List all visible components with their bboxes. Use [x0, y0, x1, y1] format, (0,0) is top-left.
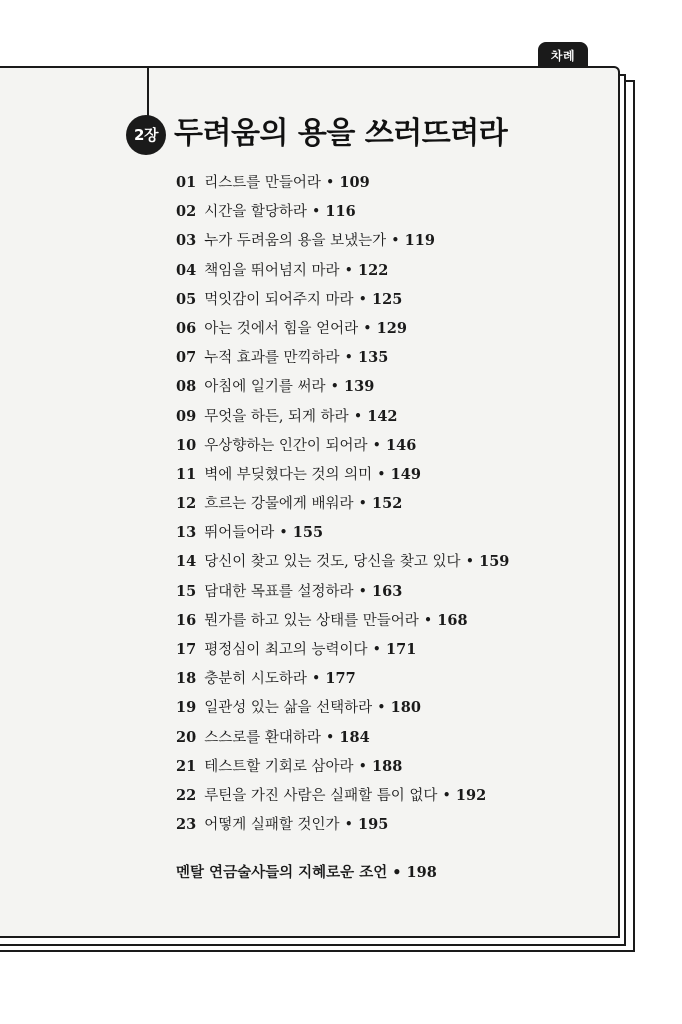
- toc-item-page: 116: [325, 203, 356, 221]
- toc-item-page: 152: [372, 495, 403, 513]
- toc-item-page: 171: [386, 641, 417, 658]
- toc-item-number: 04: [176, 261, 197, 279]
- toc-item-title: 우상향하는 인간이 되어라: [204, 437, 368, 454]
- toc-item-page: 109: [339, 174, 370, 191]
- toc-item-page: 139: [344, 378, 375, 396]
- toc-item-number: 22: [176, 786, 197, 804]
- toc-item[interactable]: [176, 172, 509, 201]
- toc-item-page: 180: [390, 699, 421, 717]
- toc-item-page: 188: [372, 757, 403, 775]
- toc-item-title: 뭔가를 하고 있는 상태를 만들어라: [204, 612, 419, 629]
- toc-separator: •: [353, 408, 363, 425]
- toc-item-number: 05: [176, 290, 197, 308]
- toc-item[interactable]: [176, 406, 509, 435]
- toc-item[interactable]: [176, 756, 509, 785]
- toc-item-number: 19: [176, 699, 197, 717]
- toc-item-number: 17: [176, 641, 197, 658]
- toc-item-page: 195: [358, 816, 389, 834]
- toc-tab: [538, 42, 588, 68]
- toc-final-page: 198: [406, 864, 437, 881]
- toc-item-number: 16: [176, 611, 197, 629]
- toc-separator: •: [344, 350, 354, 367]
- toc-item[interactable]: [176, 464, 509, 493]
- toc-item-page: 184: [339, 728, 370, 746]
- toc-item-number: 06: [176, 319, 197, 337]
- toc-separator: •: [358, 291, 368, 308]
- toc-item[interactable]: [176, 230, 509, 259]
- toc-item-page: 135: [358, 349, 389, 367]
- toc-separator: •: [392, 864, 402, 881]
- toc-separator: •: [442, 787, 451, 804]
- chapter-badge: 2장: [126, 115, 166, 155]
- toc-item-number: 02: [176, 203, 197, 221]
- toc-item-page: 125: [372, 290, 403, 308]
- toc-item-title: 당신이 찾고 있는 것도, 당신을 찾고 있다: [204, 554, 461, 571]
- toc-item-number: 11: [176, 465, 197, 483]
- toc-item-title: 무엇을 하든, 되게 하라: [204, 408, 349, 425]
- toc-tab-label: 차례: [550, 49, 576, 63]
- toc-separator: •: [279, 525, 288, 542]
- toc-item-page: 122: [358, 261, 389, 279]
- toc-item-number: 12: [176, 495, 197, 513]
- toc-separator: •: [344, 262, 354, 279]
- toc-separator: •: [391, 233, 400, 250]
- toc-item-title: 루틴을 가진 사람은 실패할 틈이 없다: [204, 787, 438, 804]
- toc-item[interactable]: [176, 639, 509, 668]
- toc-item-page: 149: [390, 465, 421, 483]
- toc-separator: •: [344, 817, 354, 834]
- toc-item-title: 책임을 뛰어넘지 마라: [204, 262, 340, 279]
- toc-separator: •: [311, 204, 321, 221]
- toc-item-number: 13: [176, 524, 197, 542]
- toc-item-title: 테스트할 기회로 삼아라: [204, 758, 354, 775]
- toc-item-number: 09: [176, 407, 197, 425]
- toc-item[interactable]: [176, 376, 509, 405]
- toc-item-title: 스스로를 환대하라: [204, 729, 321, 746]
- toc-item[interactable]: [176, 668, 509, 697]
- toc-item[interactable]: [176, 727, 509, 756]
- toc-item[interactable]: [176, 610, 509, 639]
- toc-separator: •: [372, 437, 382, 454]
- toc-item[interactable]: [176, 581, 509, 610]
- toc-item-page: 129: [376, 319, 407, 337]
- toc-separator: •: [377, 700, 386, 717]
- toc-item-title: 담대한 목표를 설정하라: [204, 583, 354, 600]
- toc-separator: •: [358, 496, 368, 513]
- toc-item[interactable]: [176, 814, 509, 843]
- toc-item-title: 누가 두려움의 용을 보냈는가: [204, 233, 387, 250]
- toc-item[interactable]: [176, 347, 509, 376]
- toc-item[interactable]: [176, 435, 509, 464]
- toc-item-title: 어떻게 실패할 것인가: [204, 817, 340, 834]
- toc-item-title: 뛰어들어라: [204, 525, 275, 542]
- toc-item-page: 163: [372, 582, 403, 600]
- toc-item-number: 20: [176, 728, 197, 746]
- toc-separator: •: [377, 466, 386, 483]
- toc-separator: •: [358, 758, 368, 775]
- toc-separator: •: [465, 554, 475, 571]
- toc-item-page: 142: [367, 407, 398, 425]
- toc-item-page: 168: [437, 611, 468, 629]
- toc-item-title: 일관성 있는 삶을 선택하라: [204, 700, 373, 717]
- toc-item-number: 21: [176, 757, 197, 775]
- toc-item-page: 155: [292, 524, 324, 542]
- toc-item-page: 119: [404, 232, 435, 250]
- toc-list: [176, 172, 509, 843]
- toc-item[interactable]: [176, 318, 509, 347]
- toc-item-title: 아침에 일기를 써라: [204, 379, 326, 396]
- toc-item-page: 146: [386, 436, 417, 454]
- toc-separator: •: [325, 729, 335, 746]
- toc-item[interactable]: [176, 785, 509, 814]
- toc-item-page: 192: [455, 786, 487, 804]
- toc-item-title: 충분히 시도하라: [204, 671, 307, 688]
- toc-item-title: 누적 효과를 만끽하라: [204, 350, 340, 367]
- toc-separator: •: [311, 671, 321, 688]
- toc-item-title: 아는 것에서 힘을 얻어라: [204, 320, 359, 337]
- toc-separator: •: [325, 175, 335, 191]
- toc-item[interactable]: [176, 260, 509, 289]
- toc-item-number: 14: [176, 553, 197, 571]
- toc-item-number: 23: [176, 816, 197, 834]
- chapter-title: 두려움의 용을 쓰러뜨려라: [174, 116, 508, 151]
- toc-separator: •: [330, 379, 340, 396]
- toc-item-number: 15: [176, 582, 197, 600]
- toc-separator: •: [358, 583, 368, 600]
- toc-item-number: 08: [176, 378, 197, 396]
- toc-final-entry[interactable]: [176, 862, 437, 884]
- toc-final-title: 멘탈 연금술사들의 지혜로운 조언: [176, 864, 388, 881]
- toc-separator: •: [372, 642, 382, 658]
- toc-item-title: 먹잇감이 되어주지 마라: [204, 291, 354, 308]
- toc-item[interactable]: [176, 493, 509, 522]
- toc-item-number: 18: [176, 670, 197, 688]
- toc-item[interactable]: [176, 551, 509, 580]
- chapter-connector-line: [147, 66, 149, 116]
- toc-separator: •: [363, 320, 372, 337]
- toc-item-page: 159: [479, 553, 510, 571]
- toc-item-number: 01: [176, 174, 197, 191]
- toc-item-title: 시간을 할당하라: [204, 204, 307, 221]
- toc-item-number: 03: [176, 232, 197, 250]
- toc-item[interactable]: [176, 289, 509, 318]
- toc-item-title: 흐르는 강물에게 배워라: [204, 496, 354, 513]
- toc-separator: •: [423, 612, 433, 629]
- toc-item-title: 벽에 부딪혔다는 것의 의미: [204, 466, 373, 483]
- toc-item-title: 평정심이 최고의 능력이다: [204, 642, 368, 658]
- toc-item-number: 07: [176, 349, 197, 367]
- toc-item[interactable]: [176, 201, 509, 230]
- toc-item-page: 177: [325, 670, 356, 688]
- toc-item-title: 리스트를 만들어라: [204, 175, 321, 191]
- toc-item-number: 10: [176, 436, 197, 454]
- toc-item[interactable]: [176, 697, 509, 726]
- toc-item[interactable]: [176, 522, 509, 551]
